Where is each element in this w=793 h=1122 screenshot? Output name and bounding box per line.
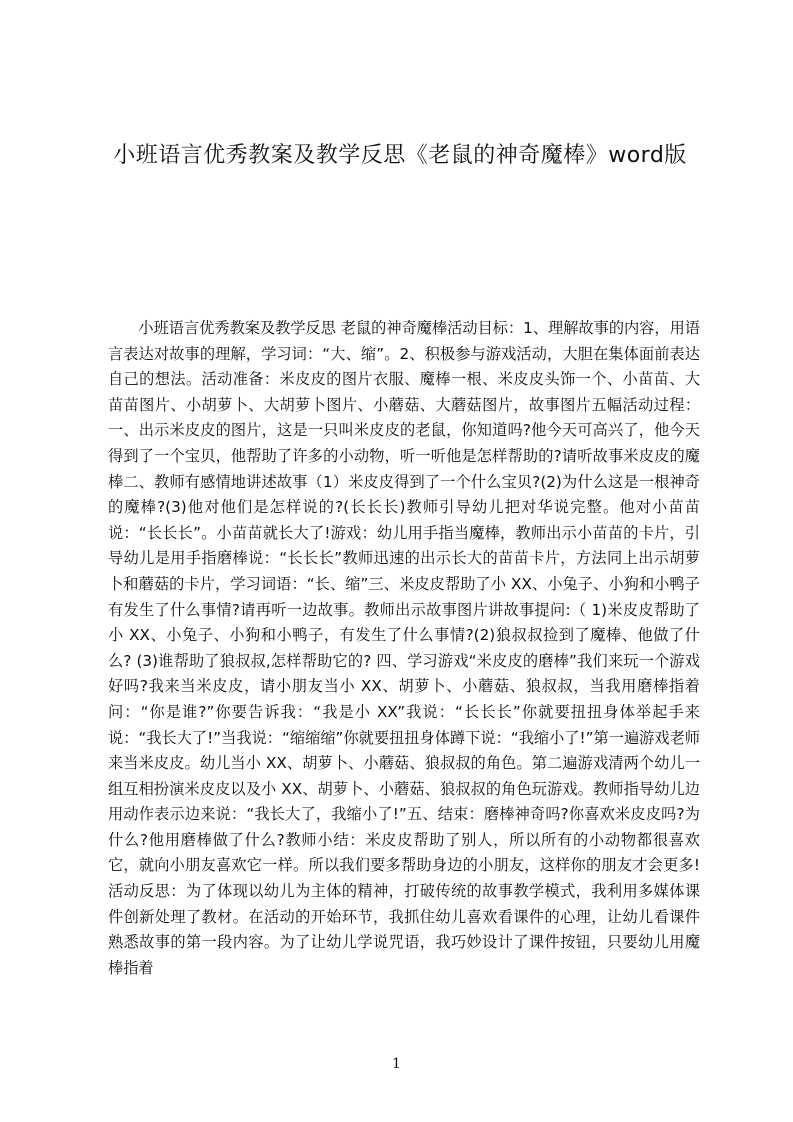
page-number: 1	[392, 1056, 401, 1072]
document-title: 小班语言优秀教案及教学反思《老鼠的神奇魔棒》word版	[113, 143, 687, 168]
document-body-paragraph: 小班语言优秀教案及教学反思 老鼠的神奇魔棒活动目标：1、理解故事的内容，用语言表达对故事的理解，学习词：“大、缩”。2、积极参与游戏活动，大胆在集体面前表达自己的想法。活动准备：米皮皮的图片衣服、魔棒一根、米皮皮头饰一个、小苗苗、大苗苗图片、小胡萝卜、大胡萝卜图片、小蘑菇、大蘑菇图片，故事图片五幅活动过程：一、出示米皮皮的图片，这是一只叫米皮皮的老鼠，你知道吗?他今天可高兴了，他今天得到了一个宝贝，他帮助了许多的小动物，听一听他是怎样帮助的?请听故事米皮皮的魔棒二、教师有感情地讲述故事（1）米皮皮得到了一个什么宝贝?(2)为什么这是一根神奇的魔棒?(3)他对他们是怎样说的?(长长长)教师引导幼儿把对华说完整。他对小苗苗说：“长长长”。小苗苗就长大了!游戏：幼儿用手指当魔棒，教师出示小苗苗的卡片，引导幼儿是用手指磨棒说：“长长长”教师迅速的出示长大的苗苗卡片，方法同上出示胡萝卜和蘑菇的卡片，学习词语：“长、缩”三、米皮皮帮助了小 XX、小兔子、小狗和小鸭子有发生了什么事情?请再听一边故事。教师出示故事图片讲故事提问:（ 1)米皮皮帮助了小 XX、小兔子、小狗和小鸭子，有发生了什么事情?(2)狼叔叔捡到了魔棒、他做了什么? (3)谁帮助了狼叔叔,怎样帮助它的? 四、学习游戏“米皮皮的磨棒”我们来玩一个游戏好吗?我来当米皮皮，请小朋友当小 XX、胡萝卜、小蘑菇、狼叔叔，当我用磨棒指着问：“你是谁?”你要告诉我：“我是小 XX”我说：“长长长”你就要扭扭身体举起手来说：“我长大了!”当我说：“缩缩缩”你就要扭扭身体蹲下说：“我缩小了!”第一遍游戏老师来当米皮皮。幼儿当小 XX、胡萝卜、小蘑菇、狼叔叔的角色。第二遍游戏清两个幼儿一组互相扮演米皮皮以及小 XX、胡萝卜、小蘑菇、狼叔叔的角色玩游戏。教师指导幼儿边用动作表示边来说：“我长大了，我缩小了!”五、结束：磨棒神奇吗?你喜欢米皮皮吗?为什么?他用磨棒做了什么?教师小结：米皮皮帮助了别人，所以所有的小动物都很喜欢它，就向小朋友喜欢它一样。所以我们要多帮助身边的小朋友，这样你的朋友才会更多!活动反思：为了体现以幼儿为主体的精神，打破传统的故事教学模式，我利用多媒体课件创新处理了教材。在活动的开始环节，我抓住幼儿喜欢看课件的心理，让幼儿看课件熟悉故事的第一段内容。为了让幼儿学说咒语，我巧妙设计了课件按钮，只要幼儿用魔棒指着	[108, 319, 700, 977]
